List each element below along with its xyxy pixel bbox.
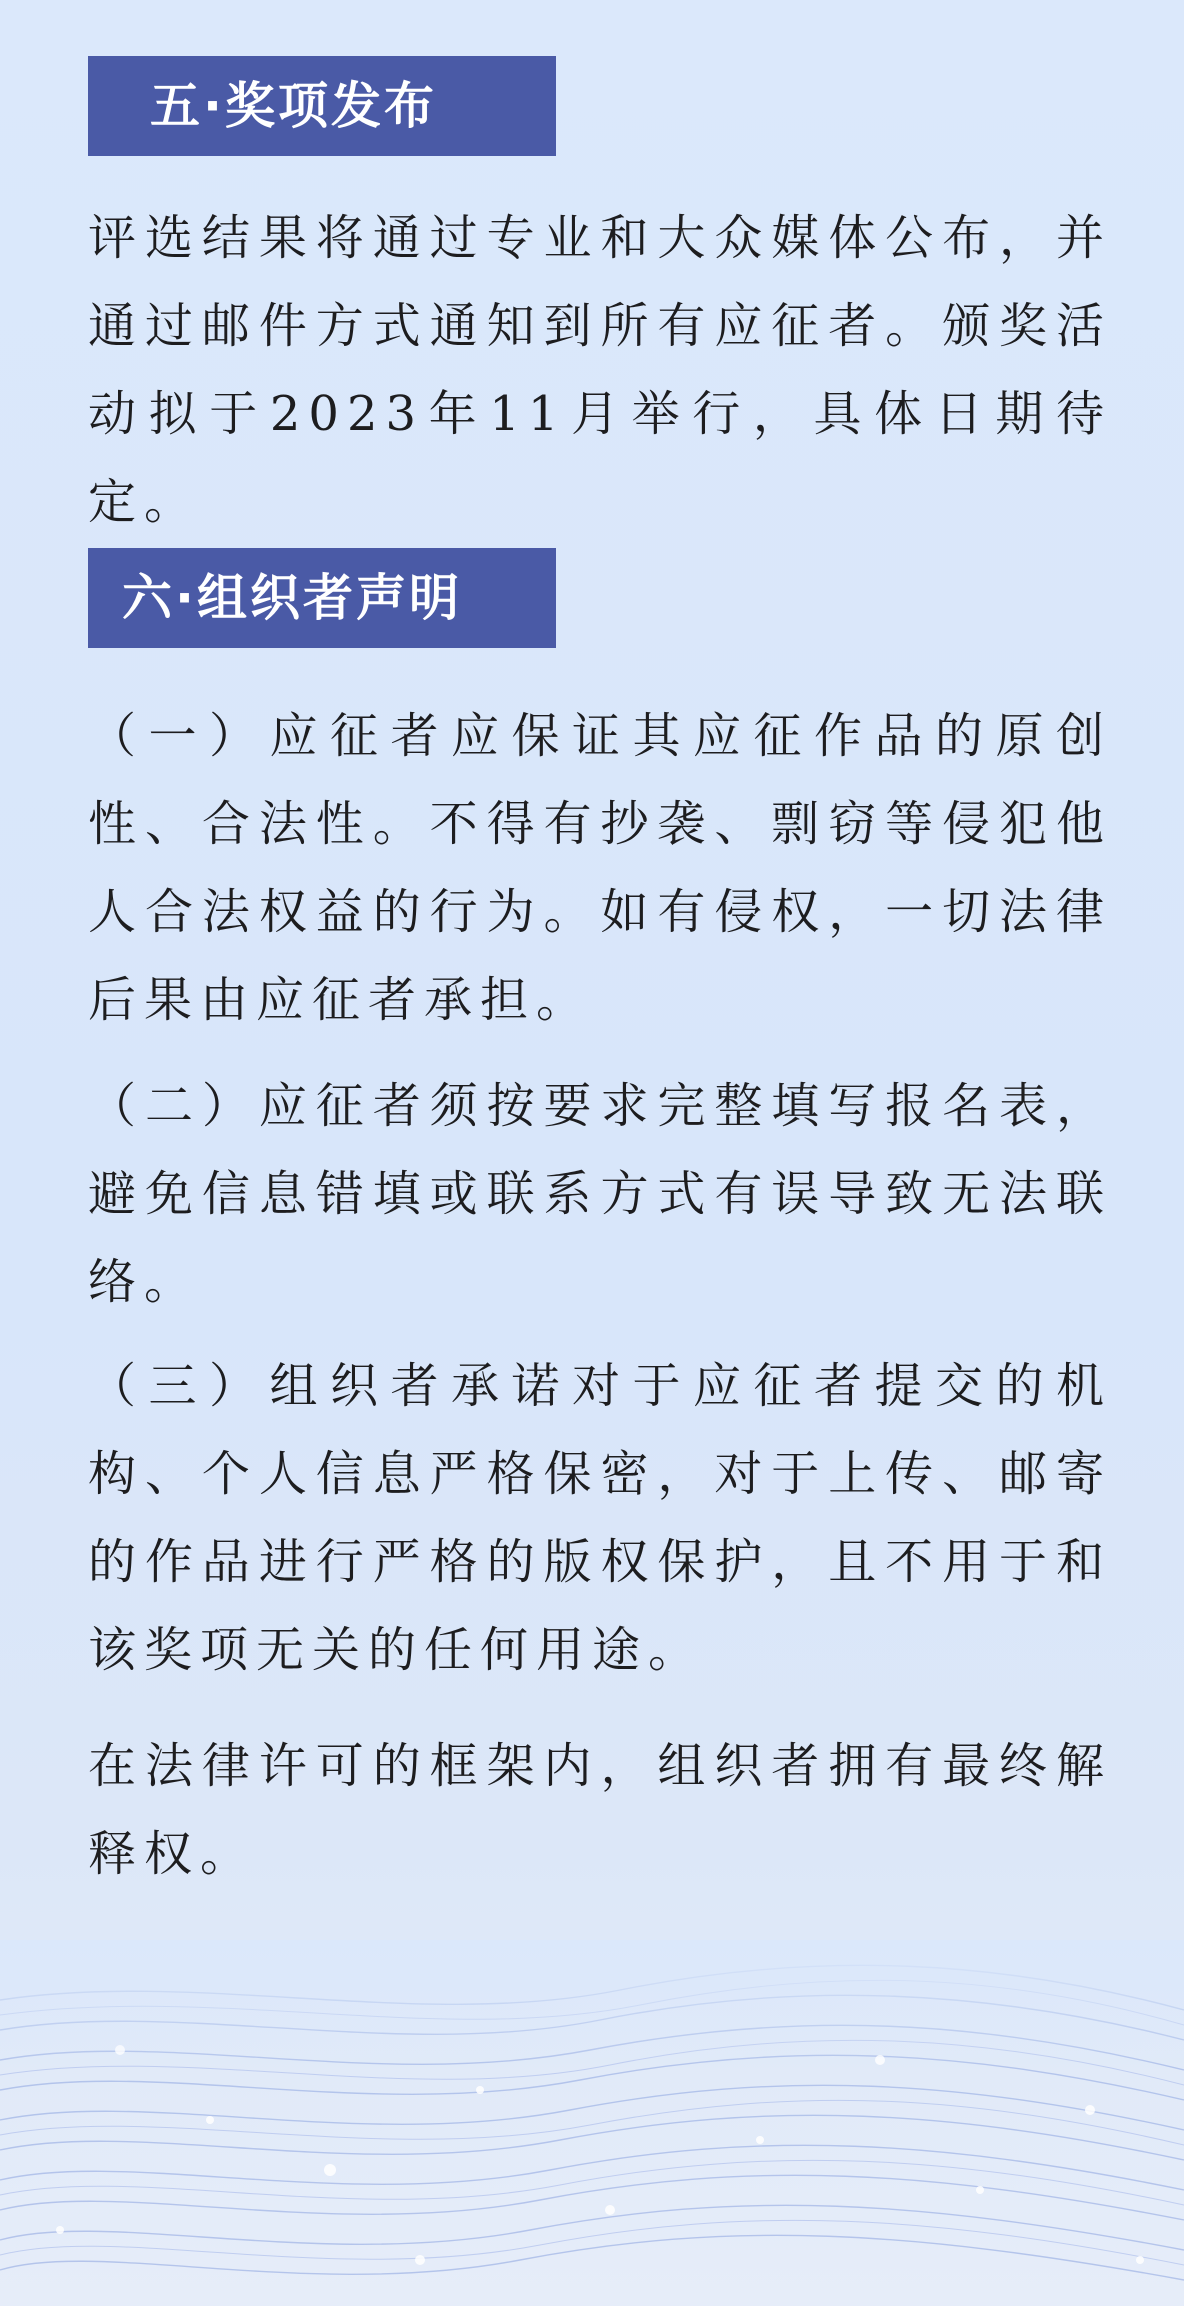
section-6-title: 六·组织者声明	[122, 569, 462, 627]
section-5-title: 五·奖项发布	[150, 77, 437, 135]
section-5-body: 评选结果将通过专业和大众媒体公布，并通过邮件方式通知到所有应征者。颁奖活动拟于2023年11月举行，具体日期待定。	[88, 210, 1112, 530]
section-6-paragraph-1: （一）应征者应保证其应征作品的原创性、合法性。不得有抄袭、剽窃等侵犯他人合法权益的行为。如有侵权，一切法律后果由应征者承担。	[88, 708, 1112, 1028]
section-5-header	[88, 56, 556, 156]
section-6-header	[88, 548, 556, 648]
section-6-paragraph-2: （二）应征者须按要求完整填写报名表，避免信息错填或联系方式有误导致无法联络。	[88, 1078, 1112, 1310]
section-6-paragraph-4: 在法律许可的框架内，组织者拥有最终解释权。	[88, 1738, 1112, 1882]
section-6-paragraph-3: （三）组织者承诺对于应征者提交的机构、个人信息严格保密，对于上传、邮寄的作品进行严格的版权保护，且不用于和该奖项无关的任何用途。	[88, 1358, 1112, 1678]
decorative-wave-pattern	[0, 1940, 1184, 2306]
